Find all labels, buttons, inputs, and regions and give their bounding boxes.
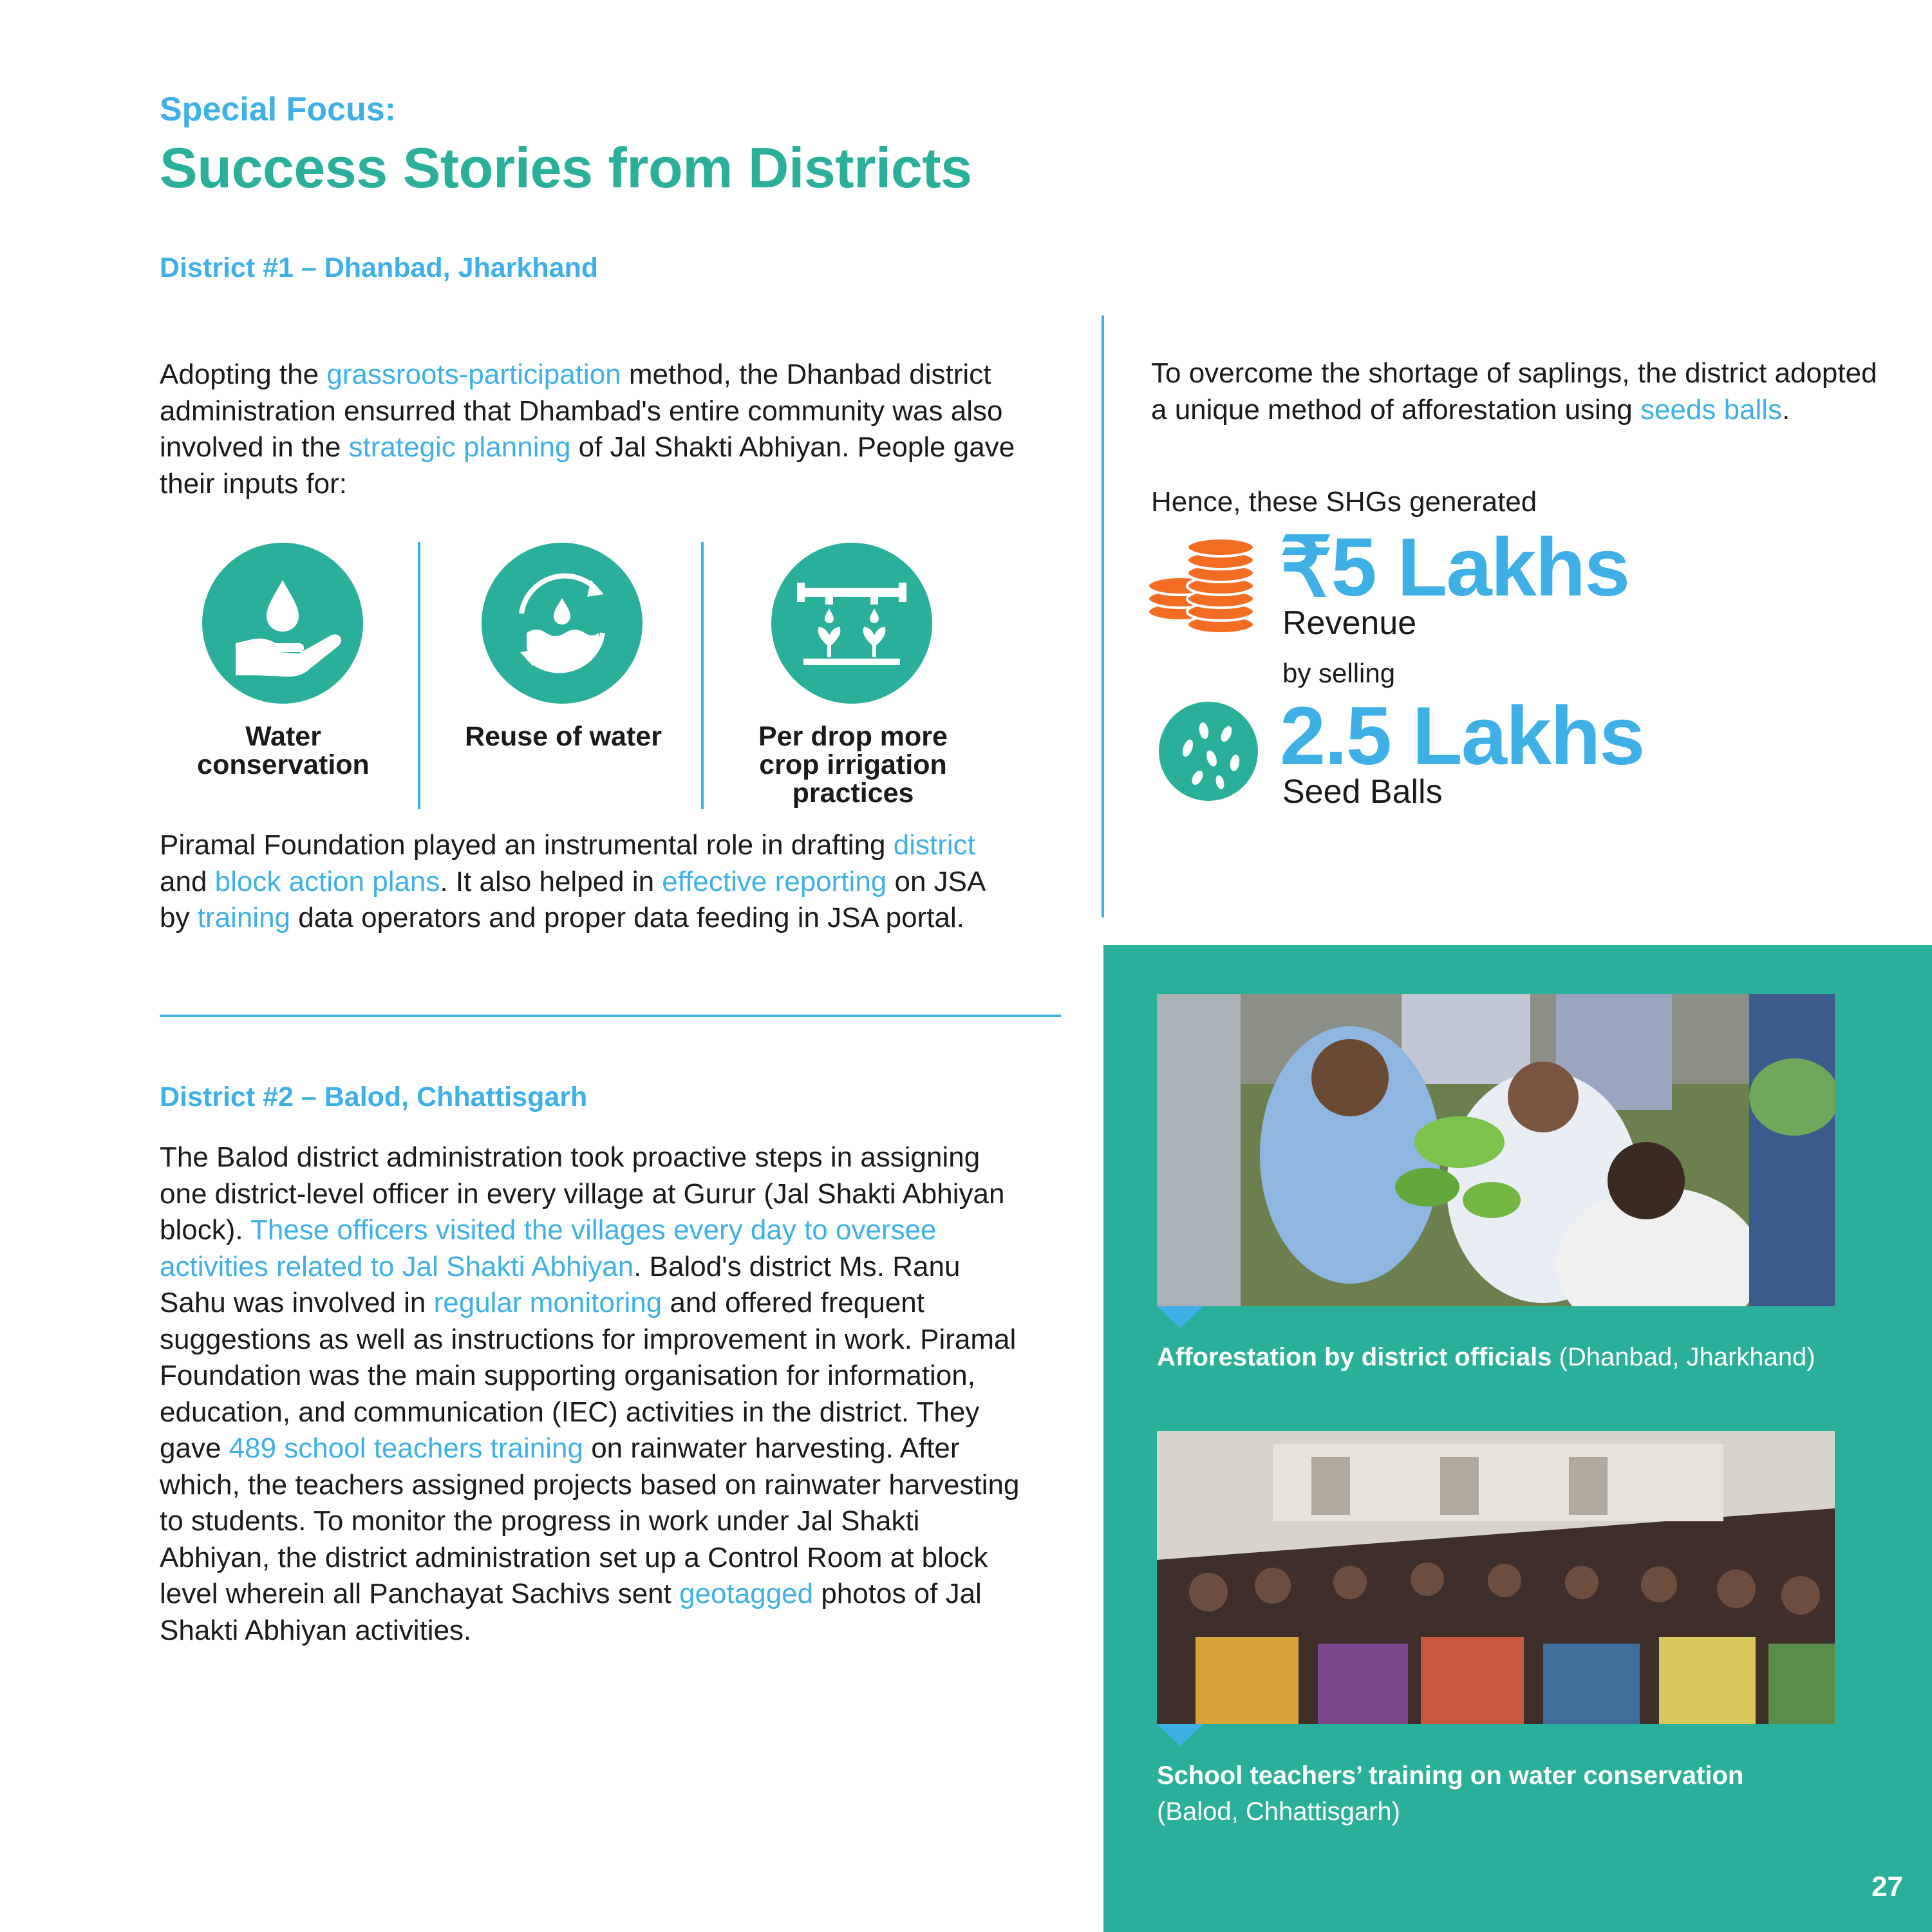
revenue-label: Revenue [1282, 605, 1417, 642]
body-text: on JSA by [160, 865, 984, 933]
body-text: To overcome the shortage of saplings, the district adopted a unique method of afforestation using [1151, 357, 1877, 426]
highlight-text: block action plans [214, 865, 440, 897]
caption-pointer [1157, 1306, 1203, 1328]
page-number: 27 [1871, 1871, 1903, 1902]
seed-balls-value: 2.5 Lakhs [1280, 690, 1644, 782]
page-title: Success Stories from Districts [160, 136, 972, 200]
photo-panel [1103, 945, 1932, 1932]
district-2-body [160, 1140, 1029, 1649]
icon-divider [701, 542, 704, 809]
revenue-value: ₹5 Lakhs [1280, 521, 1629, 614]
body-text: and offered frequent suggestions as well as instructions for improvement in work. Piramal Foundation was the main supporting organisation for information, education, and communication (IEC) activities in the district. They gave [160, 1287, 1017, 1464]
section-kicker: Special Focus: [160, 91, 396, 128]
by-selling-text: by selling [1282, 658, 1396, 688]
highlight-text: district [893, 829, 975, 861]
highlight-text: These officers visited the villages every day to oversee activities related to Jal Shakti Abhiyan [160, 1214, 937, 1282]
icon-label-reuse-of-water: Reuse of water [465, 721, 662, 752]
afforestation-caption [1157, 1339, 1897, 1375]
body-text: on rainwater harvesting. After which, the teachers assigned projects based on rainwater harvesting to students. To monitor the progress in work under Jal Shakti Abhiyan, the district administration set up a Control Room at block level wherein all Panchayat Sachivs sent [160, 1432, 1020, 1609]
caption-bold: Afforestation by district officials [1157, 1343, 1552, 1371]
icon-label-water-conservation: Water conservation [197, 721, 370, 780]
body-text: Piramal Foundation played an instrumental role in drafting [160, 829, 894, 861]
section-divider [160, 1015, 1061, 1017]
highlight-text: geotagged [679, 1578, 814, 1609]
highlight-text: regular monitoring [433, 1287, 662, 1318]
seed-balls-text [1151, 355, 1885, 428]
piramal-role-text [160, 827, 1016, 937]
teachers-training-photo [1157, 1431, 1835, 1724]
body-text: Adopting the [160, 359, 327, 390]
highlight-text: 489 school teachers training [229, 1432, 583, 1464]
body-text: data operators and proper data feeding in JSA portal. [290, 902, 964, 933]
highlight-text: effective reporting [662, 865, 887, 897]
highlight-text: seeds balls [1640, 393, 1783, 426]
district-2-heading: District #2 – Balod, Chhattisgarh [160, 1082, 588, 1112]
water-hand-icon [202, 543, 363, 704]
body-text: of Jal Shakti Abhiyan. People gave their inputs for: [160, 431, 1015, 500]
body-text: . It also helped in [440, 865, 662, 897]
body-text: and [160, 865, 215, 897]
caption-location: (Balod, Chhattisgarh) [1157, 1797, 1400, 1826]
body-text: photos of Jal Shakti Abhiyan activities. [160, 1578, 982, 1646]
body-text: . Balod's district Ms. Ranu Sahu was involved in [160, 1250, 961, 1318]
highlight-text: grassroots-participation [326, 359, 621, 390]
body-text: The Balod district administration took proactive steps in assigning one district-level officer in every village at Gurur (Jal Shakti Abhiyan block). [160, 1141, 1005, 1246]
teachers-training-caption [1157, 1758, 1897, 1830]
coins-icon [1145, 536, 1257, 639]
body-text: method, the Dhanbad district administration ensurred that Dhambad's entire community was also involved in the [160, 359, 1003, 463]
highlight-text: training [197, 902, 291, 933]
water-reuse-icon [482, 543, 642, 704]
drip-irrigation-icon [771, 543, 932, 704]
district-1-intro [160, 357, 1074, 502]
afforestation-photo [1157, 994, 1835, 1306]
caption-location: (Dhanbad, Jharkhand) [1552, 1343, 1815, 1371]
icon-label-drip-irrigation: Per drop more crop irrigation practices [758, 721, 948, 809]
district-1-heading: District #1 – Dhanbad, Jharkhand [160, 252, 599, 283]
generated-text: Hence, these SHGs generated [1151, 486, 1537, 518]
column-divider [1102, 315, 1104, 917]
seed-balls-label: Seed Balls [1282, 773, 1443, 811]
caption-bold: School teachers’ training on water conservation [1157, 1761, 1744, 1790]
highlight-text: strategic planning [348, 431, 571, 463]
seed-ball-icon [1159, 702, 1259, 802]
body-text: . [1782, 393, 1790, 426]
icon-divider [418, 542, 420, 809]
caption-pointer [1157, 1724, 1203, 1746]
